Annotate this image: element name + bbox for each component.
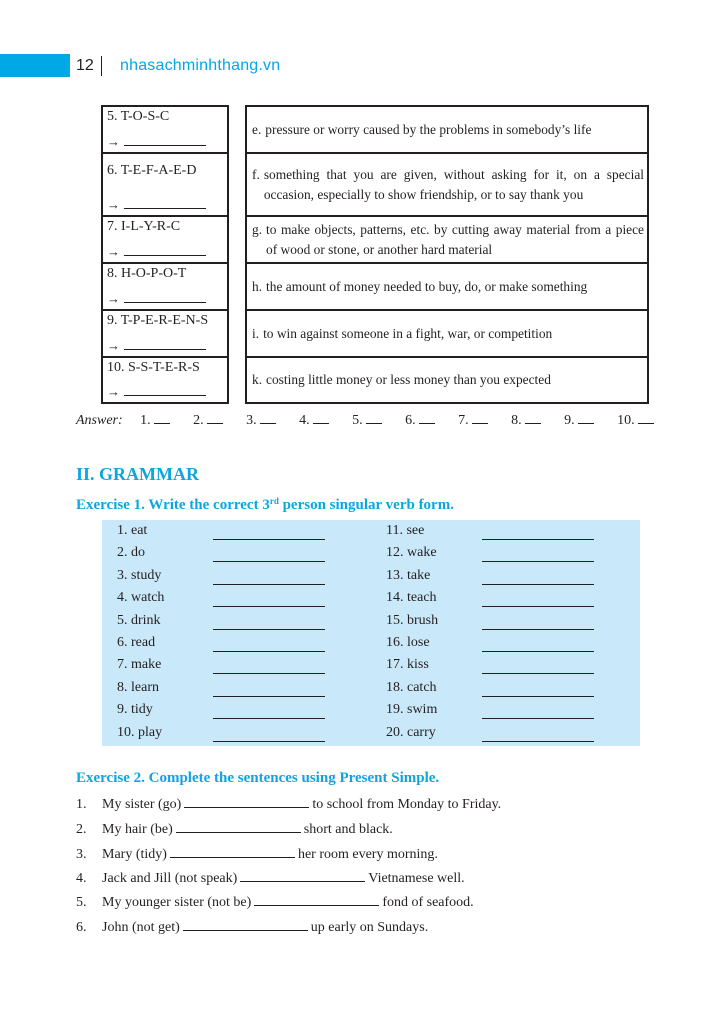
sentence-blank[interactable] [184,795,309,808]
sentence-blank[interactable] [176,820,301,833]
answer-field[interactable] [107,134,206,150]
verb-item: 9. tidy [117,702,153,718]
scrambled-word: 9. T-P-E-R-E-N-S [107,313,209,328]
arrow-icon: → [107,244,120,259]
answer-slot[interactable]: 7. [458,413,488,429]
verb-item: 6. read [117,635,155,651]
scrambled-words-table [101,105,229,404]
sentence-item: 4. Jack and Jill (not speak) Vietnamese well. [76,871,465,886]
exercise-1-title: Exercise 1. Write the correct 3rd person singular verb form. [76,496,454,513]
scrambled-word: 8. H-O-P-O-T [107,266,187,281]
verb-answer-blank[interactable] [213,606,325,607]
definition-row [247,264,647,311]
verb-list-panel [102,520,640,746]
definition-text: to win against someone in a fight, war, or competition [263,325,553,341]
verb-item: 16. lose [386,635,430,651]
arrow-icon: → [107,384,120,399]
verb-answer-blank[interactable] [482,629,594,630]
verb-item: 3. study [117,568,161,584]
scrambled-word: 10. S-S-T-E-R-S [107,360,200,375]
verb-item: 17. kiss [386,657,429,673]
verb-item: 15. brush [386,613,438,629]
definition-row [247,358,647,402]
verb-item: 13. take [386,568,430,584]
website-link[interactable]: nhasachminhthang.vn [120,57,281,74]
sentence-item: 1. My sister (go) to school from Monday to Friday. [76,797,502,812]
definition-row [247,154,647,217]
definition-letter: e. [252,121,262,137]
arrow-icon: → [107,197,120,212]
answer-row [76,413,674,429]
sentence-item: 2. My hair (be) short and black. [76,822,393,837]
verb-item: 14. teach [386,590,437,606]
word-row [103,107,227,154]
verb-item: 7. make [117,657,161,673]
definition-text: the amount of money needed to buy, do, or make something [266,278,588,294]
answer-slot[interactable]: 10. [617,413,654,429]
verb-answer-blank[interactable] [213,629,325,630]
sentence-blank[interactable] [183,918,308,931]
verb-item: 19. swim [386,702,437,718]
definition-text: to make objects, patterns, etc. by cutting away material from a piece of wood or stone, or another hard material [266,221,644,257]
verb-answer-blank[interactable] [482,584,594,585]
verb-item: 10. play [117,725,162,741]
definition-text: something that you are given, without asking for it, on a special occasion, especially to show friendship, or to say thank you [263,166,644,202]
verb-answer-blank[interactable] [213,561,325,562]
scrambled-word: 7. I-L-Y-R-C [107,219,181,234]
definitions-table [245,105,649,404]
word-row [103,264,227,311]
verb-answer-blank[interactable] [213,673,325,674]
page-number: 12 [76,57,94,74]
scrambled-word: 5. T-O-S-C [107,109,170,124]
verb-item: 8. learn [117,680,159,696]
answer-slot[interactable]: 9. [564,413,594,429]
word-row [103,358,227,402]
word-row [103,311,227,358]
verb-answer-blank[interactable] [482,561,594,562]
answer-slot[interactable]: 4. [299,413,329,429]
verb-answer-blank[interactable] [482,696,594,697]
verb-item: 4. watch [117,590,164,606]
answer-slot[interactable]: 3. [246,413,276,429]
definition-row [247,107,647,154]
sentence-blank[interactable] [240,869,365,882]
definition-row [247,217,647,264]
answer-field[interactable] [107,244,206,260]
header-divider [101,56,102,76]
verb-item: 5. drink [117,613,161,629]
arrow-icon: → [107,134,120,149]
arrow-icon: → [107,291,120,306]
sentence-item: 5. My younger sister (not be) fond of seafood. [76,895,474,910]
definition-letter: h. [252,278,263,294]
word-row [103,217,227,264]
verb-answer-blank[interactable] [213,584,325,585]
verb-answer-blank[interactable] [482,606,594,607]
answer-label: Answer: [76,413,123,428]
answer-slot[interactable]: 1. [140,413,170,429]
verb-answer-blank[interactable] [213,696,325,697]
verb-answer-blank[interactable] [213,651,325,652]
definition-text: pressure or worry caused by the problems in somebody’s life [265,121,592,137]
verb-item: 2. do [117,545,145,561]
answer-slot[interactable]: 6. [405,413,435,429]
verb-item: 12. wake [386,545,437,561]
answer-field[interactable] [107,197,206,213]
verb-answer-blank[interactable] [482,539,594,540]
definition-letter: f. [252,166,260,182]
definition-text: costing little money or less money than you expected [266,372,551,387]
definition-letter: k. [252,372,263,387]
header-accent-bar [0,54,70,77]
definition-row [247,311,647,358]
verb-item: 11. see [386,523,424,539]
verb-answer-blank[interactable] [213,718,325,719]
verb-item: 18. catch [386,680,437,696]
verb-answer-blank[interactable] [213,741,325,742]
verb-answer-blank[interactable] [482,741,594,742]
verb-answer-blank[interactable] [482,718,594,719]
answer-slot[interactable]: 8. [511,413,541,429]
verb-item: 1. eat [117,523,147,539]
answer-slot[interactable]: 2. [193,413,223,429]
sentence-blank[interactable] [170,845,295,858]
answer-field[interactable] [107,384,206,400]
exercise-2-title: Exercise 2. Complete the sentences using Present Simple. [76,770,440,786]
section-title: II. GRAMMAR [76,464,199,484]
verb-answer-blank[interactable] [482,651,594,652]
scrambled-word: 6. T-E-F-A-E-D [107,163,197,178]
answer-slot[interactable]: 5. [352,413,382,429]
verb-item: 20. carry [386,725,436,741]
sentence-item: 6. John (not get) up early on Sundays. [76,920,429,935]
answer-field[interactable] [107,338,206,354]
word-row [103,154,227,217]
verb-answer-blank[interactable] [213,539,325,540]
answer-field[interactable] [107,291,206,307]
sentence-item: 3. Mary (tidy) her room every morning. [76,847,438,862]
definition-letter: g. [252,221,263,237]
arrow-icon: → [107,338,120,353]
sentence-blank[interactable] [254,893,379,906]
definition-letter: i. [252,325,260,341]
verb-answer-blank[interactable] [482,673,594,674]
